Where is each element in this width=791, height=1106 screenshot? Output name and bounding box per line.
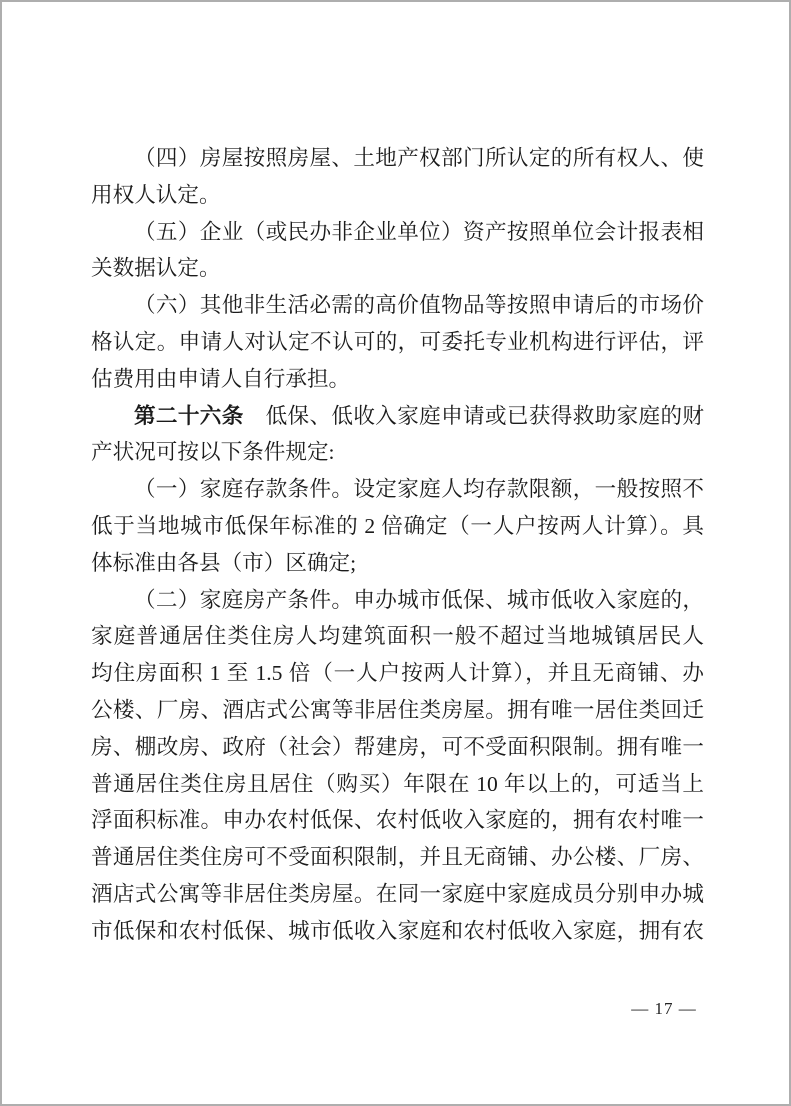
text-line: 第二十六条 低保、低收入家庭申请或已获得救助家庭的财	[134, 403, 704, 428]
text-line: （二）家庭房产条件。申办城市低保、城市低收入家庭的，	[134, 587, 704, 612]
page-number: — 17 —	[631, 999, 697, 1018]
text-line: 市低保和农村低保、城市低收入家庭和农村低收入家庭，拥有农	[91, 918, 704, 943]
text-line: （六）其他非生活必需的高价值物品等按照申请后的市场价	[134, 293, 704, 318]
text-line: 家庭普通居住类住房人均建筑面积一般不超过当地城镇居民人	[91, 624, 704, 649]
text-line: 普通居住类住房且居住（购买）年限在 10 年以上的，可适当上	[91, 771, 704, 796]
text-line: 用权人认定。	[91, 182, 221, 207]
document-body	[91, 140, 704, 950]
article-number-bold: 第二十六条	[134, 403, 244, 428]
text-line: 酒店式公寓等非居住类房屋。在同一家庭中家庭成员分别申办城	[91, 881, 704, 906]
text-line: 体标准由各县（市）区确定;	[91, 550, 357, 575]
text-line: 低于当地城市低保年标准的 2 倍确定（一人户按两人计算）。具	[91, 513, 704, 538]
text-line: 普通居住类住房可不受面积限制，并且无商铺、办公楼、厂房、	[91, 845, 704, 870]
text-line: 产状况可按以下条件规定:	[91, 440, 335, 465]
text-line: 房、棚改房、政府（社会）帮建房，可不受面积限制。拥有唯一	[91, 734, 704, 759]
text-line: （五）企业（或民办非企业单位）资产按照单位会计报表相	[134, 219, 704, 244]
text-line: 关数据认定。	[91, 256, 221, 281]
text-line: （四）房屋按照房屋、土地产权部门所认定的所有权人、使	[134, 146, 704, 170]
text-line: 公楼、厂房、酒店式公寓等非居住类房屋。拥有唯一居住类回迁	[91, 697, 704, 722]
text-line: （一）家庭存款条件。设定家庭人均存款限额，一般按照不	[134, 477, 704, 502]
text-line: 估费用由申请人自行承担。	[91, 366, 351, 391]
text-line: 浮面积标准。申办农村低保、农村低收入家庭的，拥有农村唯一	[91, 808, 704, 833]
text-line: 均住房面积 1 至 1.5 倍（一人户按两人计算），并且无商铺、办	[91, 661, 704, 686]
text-line: 格认定。申请人对认定不认可的，可委托专业机构进行评估，评	[91, 329, 704, 354]
